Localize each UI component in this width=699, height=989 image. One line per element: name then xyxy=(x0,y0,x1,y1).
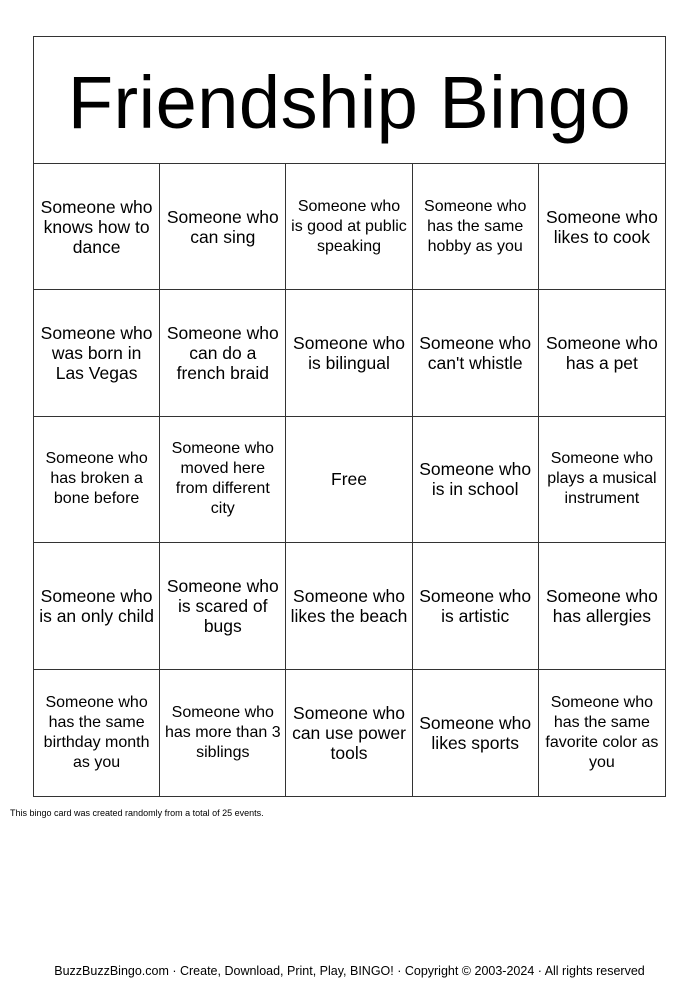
card-title: Friendship Bingo xyxy=(67,61,632,144)
bingo-cell: Someone who has the same favorite color as you xyxy=(545,693,659,771)
bingo-cell: Someone who moved here from different city xyxy=(160,417,286,543)
bingo-cell: Someone who is an only child xyxy=(34,543,160,669)
bingo-card xyxy=(33,36,666,797)
bingo-cell: Someone who has allergies xyxy=(539,543,665,669)
bingo-cell: Someone who was born in Las Vegas xyxy=(34,290,160,416)
bingo-cell: Someone who likes sports xyxy=(413,670,539,796)
bingo-cell: Someone who can do a french braid xyxy=(160,290,286,416)
bingo-cell: Someone who plays a musical instrument xyxy=(539,417,665,543)
bingo-cell: Someone who has the same birthday month as you xyxy=(34,670,160,796)
bingo-cell: Someone who has more than 3 siblings xyxy=(160,670,286,796)
bingo-cell: Someone who has broken a bone before xyxy=(34,417,160,543)
bingo-cell: Someone who has a pet xyxy=(539,290,665,416)
bingo-cell: Someone who is bilingual xyxy=(286,290,412,416)
bingo-cell: Someone who likes to cook xyxy=(539,164,665,290)
generation-note: This bingo card was created randomly from a total of 25 events. xyxy=(10,808,264,818)
bingo-cell: Someone who is good at public speaking xyxy=(286,164,412,290)
bingo-grid xyxy=(34,164,665,796)
bingo-cell: Someone who is artistic xyxy=(413,543,539,669)
footer-copyright: BuzzBuzzBingo.com · Create, Download, Print, Play, BINGO! · Copyright © 2003-2024 · All rights reserved xyxy=(54,964,645,978)
bingo-cell: Someone who knows how to dance xyxy=(34,164,160,290)
bingo-cell: Someone who can use power tools xyxy=(286,670,412,796)
title-cell xyxy=(34,37,665,164)
bingo-cell: Someone who can't whistle xyxy=(413,290,539,416)
bingo-cell: Someone who can sing xyxy=(160,164,286,290)
bingo-cell-free: Free xyxy=(286,417,412,543)
bingo-cell: Someone who is in school xyxy=(413,417,539,543)
bingo-cell: Someone who is scared of bugs xyxy=(160,543,286,669)
bingo-cell: Someone who has the same hobby as you xyxy=(413,164,539,290)
bingo-cell: Someone who likes the beach xyxy=(286,543,412,669)
